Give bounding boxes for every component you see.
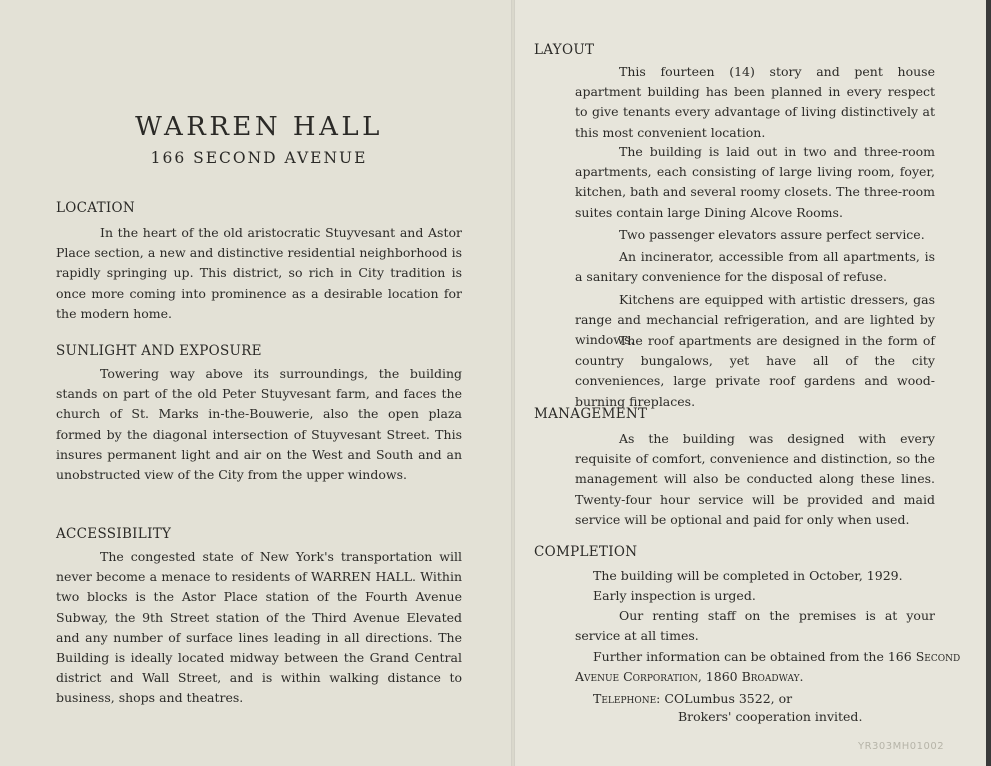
corporation-broadway: Broadway. bbox=[741, 669, 804, 684]
telephone-value: COLumbus 3522, or bbox=[660, 691, 793, 706]
layout-paragraph: The building is laid out in two and three-room apartments, each consisting of large living room, foyer, kitchen, bath and several roomy closets. The three-room suites contain large Dining Alcove Rooms. bbox=[575, 144, 935, 220]
page-gutter bbox=[511, 0, 515, 766]
completion-heading: COMPLETION bbox=[534, 544, 638, 560]
completion-renting-staff: Our renting staff on the premises is at your service at all times. bbox=[575, 608, 935, 644]
layout-paragraph: This fourteen (14) story and pent house apartment building has been planned in every respect to give tenants every advantage of living distinctively at this most convenient location. bbox=[575, 64, 935, 140]
layout-paragraph: An incinerator, accessible from all apartments, is a sanitary convenience for the disposal of refuse. bbox=[575, 249, 935, 285]
scan-edge bbox=[986, 0, 991, 766]
completion-info-line bbox=[593, 647, 960, 667]
completion-inspection: Early inspection is urged. bbox=[593, 588, 756, 603]
info-text: Further information can be obtained from the 166 bbox=[593, 649, 916, 664]
sunlight-text: Towering way above its surroundings, the building stands on part of the old Peter Stuyvesant farm, and faces the church of St. Marks in-the-Bouwerie, also the open plaza formed by the diagonal intersection of Stuyvesant Street. This insures permanent light and air on the West and South and an unobstructed view of the City from the upper windows. bbox=[56, 366, 462, 483]
layout-paragraph: The roof apartments are designed in the form of country bungalows, yet have all of the city conveniences, large private roof gardens and wood-burning fireplaces. bbox=[575, 333, 935, 409]
layout-paragraph: Kitchens are equipped with artistic dressers, gas range and mechancial refrigeration, and are lighted by windows. bbox=[575, 292, 935, 348]
accessibility-heading: ACCESSIBILITY bbox=[56, 526, 172, 542]
brokers-line: Brokers' cooperation invited. bbox=[678, 709, 863, 724]
management-heading: MANAGEMENT bbox=[534, 406, 648, 422]
layout-heading: LAYOUT bbox=[534, 42, 595, 58]
corporation-address: , 1860 bbox=[697, 669, 742, 684]
location-heading: LOCATION bbox=[56, 200, 135, 216]
page-title: WARREN HALL bbox=[135, 112, 383, 142]
corporation-name: Avenue Corporation bbox=[575, 669, 698, 684]
telephone-line bbox=[593, 689, 792, 709]
page-subtitle: 166 SECOND AVENUE bbox=[150, 149, 368, 167]
accessibility-text: The congested state of New York's transportation will never become a menace to residents of WARREN HALL. Within two blocks is the Astor Place station of the Fourth Avenue Subway, the 9th Street station of the Third Avenue Elevated and any number of surface lines leading in all directions. The Building is ideally located midway between the Grand Central district and Wall Street, and is within walking distance to business, shops and theatres. bbox=[56, 549, 462, 706]
archive-stamp: YR303MH01002 bbox=[858, 741, 945, 752]
layout-paragraph: Two passenger elevators assure perfect service. bbox=[619, 227, 925, 242]
sunlight-heading: SUNLIGHT AND EXPOSURE bbox=[56, 343, 262, 359]
telephone-label: Telephone: bbox=[593, 691, 661, 706]
info-second: Second bbox=[915, 649, 961, 664]
completion-date: The building will be completed in October, 1929. bbox=[593, 568, 903, 583]
location-text: In the heart of the old aristocratic Stuyvesant and Astor Place section, a new and distinctive residential neighborhood is rapidly springing up. This district, so rich in City tradition is once more coming into prominence as a desirable location for the modern home. bbox=[56, 225, 462, 321]
completion-corporation-line bbox=[575, 667, 804, 687]
management-text: As the building was designed with every requisite of comfort, convenience and distinction, so the management will also be conducted along these lines. Twenty-four hour service will be provided and maid service will be optional and paid for only when used. bbox=[575, 431, 935, 527]
